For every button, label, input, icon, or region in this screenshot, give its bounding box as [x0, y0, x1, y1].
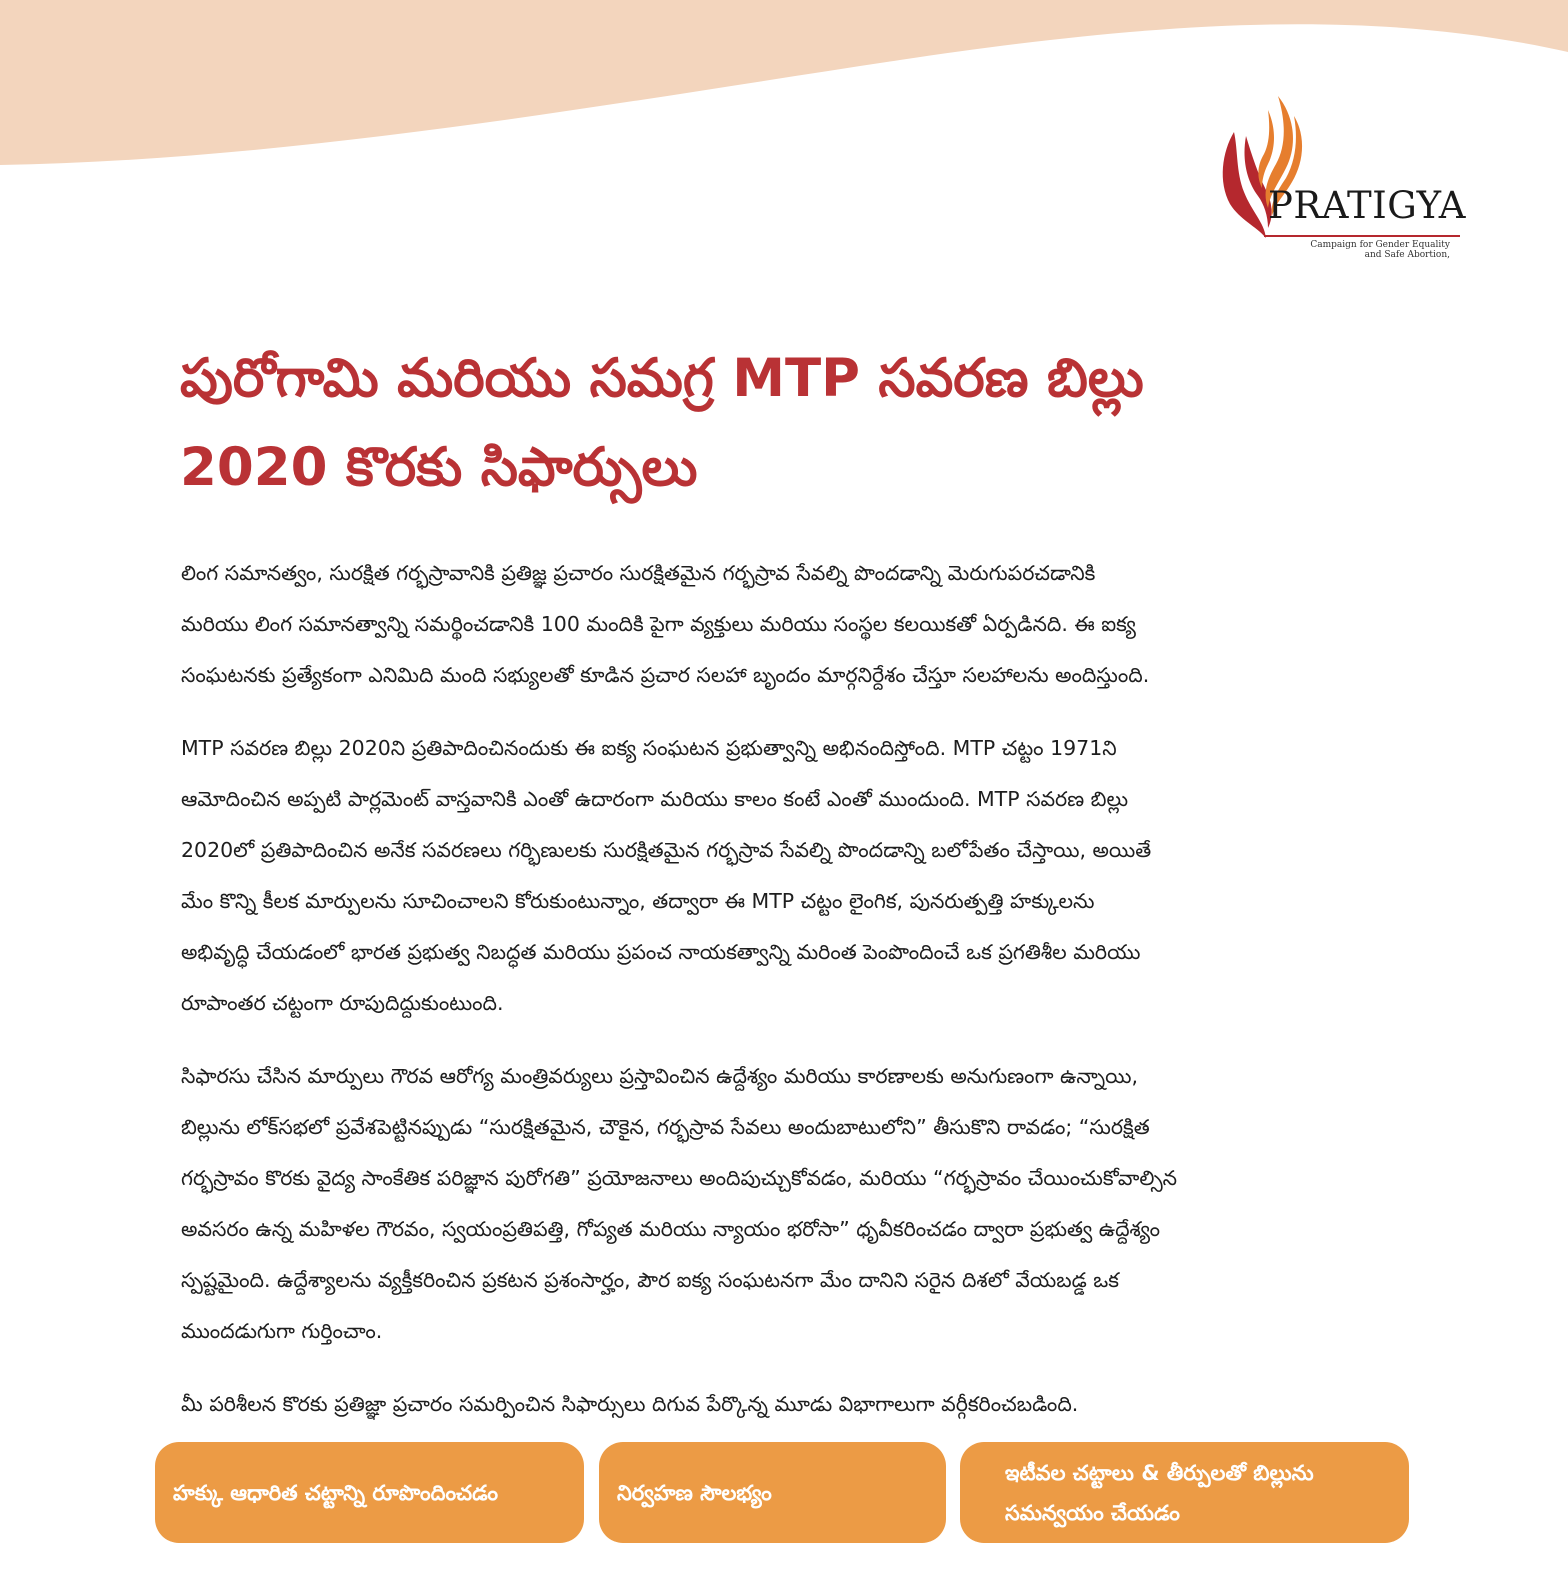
document-body: [181, 548, 1431, 1452]
logo-wordmark: PRATIGYA: [1268, 184, 1466, 227]
text-line: MTP సవరణ బిల్లు 2020ని ప్రతిపాదించినందుకు ఈ ఐక్య సంఘటన ప్రభుత్వాన్ని అభినందిస్తోంది. MTP చట్టం 1971ని: [181, 736, 1117, 760]
text-line: స్పష్టమైంది. ఉద్దేశ్యాలను వ్యక్తీకరించిన ప్రకటన ప్రశంసార్హం, పౌర ఐక్య సంఘటనగా మేం దానిని సరైన దిశలో వేయబడ్డ ఒక: [181, 1268, 1119, 1292]
category-card-rights-based: [155, 1442, 584, 1543]
bill-paragraph: [181, 723, 1431, 1029]
text-line: మరియు లింగ సమానత్వాన్ని సమర్థించడానికి 100 మందికి పైగా వ్యక్తులు మరియు సంస్థల కలయికతో ఏర్పడినది. ఈ ఐక్య: [181, 612, 1136, 636]
text-line: లింగ సమానత్వం, సురక్షిత గర్భస్రావానికి ప్రతిజ్ఞ ప్రచారం సురక్షితమైన గర్భస్రావ సేవల్ని పొందడాన్ని మెరుగుపరచడానికి: [181, 561, 1096, 585]
text-line: గర్భస్రావం కొరకు వైద్య సాంకేతిక పరిజ్ఞాన పురోగతి” ప్రయోజనాలు అందిపుచ్చుకోవడం, మరియు “గర్భస్రావం చేయించుకోవాల్సిన: [181, 1166, 1178, 1190]
category-card-operational: [599, 1442, 946, 1543]
title-line: 2020 కొరకు సిఫార్సులు: [180, 437, 698, 498]
logo-tagline: [1272, 240, 1450, 260]
text-line: ఆమోదించిన అప్పటి పార్లమెంట్ వాస్తవానికి ఎంతో ఉదారంగా మరియు కాలం కంటే ఎంతో ముందుంది. MTP సవరణ బిల్లు: [181, 787, 1129, 811]
text-line: ముందడుగుగా గుర్తించాం.: [181, 1319, 383, 1343]
category-card-harmonize: [960, 1442, 1409, 1543]
summary-paragraph: [181, 1379, 1431, 1430]
text-line: అవసరం ఉన్న మహిళల గౌరవం, స్వయంప్రతిపత్తి, గోప్యత మరియు న్యాయం భరోసా” ధృవీకరించడం ద్వారా ప్రభుత్వ ఉద్దేశ్యం: [181, 1217, 1160, 1241]
recommendation-categories: [155, 1442, 1415, 1545]
text-line: 2020లో ప్రతిపాదించిన అనేక సవరణలు గర్భిణులకు సురక్షితమైన గర్భస్రావ సేవల్ని పొందడాన్ని బలోపేతం చేస్తాయి, అయితే: [181, 838, 1152, 862]
document-title: [180, 334, 1440, 512]
text-line: సంఘటనకు ప్రత్యేకంగా ఎనిమిది మంది సభ్యులతో కూడిన ప్రచార సలహా బృందం మార్గనిర్దేశం చేస్తూ సలహాలను అందిస్తుంది.: [181, 663, 1150, 687]
title-line: పురోగామి మరియు సమగ్ర MTP సవరణ బిల్లు: [180, 348, 1144, 409]
text-line: రూపాంతర చట్టంగా రూపుదిద్దుకుంటుంది.: [181, 991, 504, 1015]
text-line: మేం కొన్ని కీలక మార్పులను సూచించాలని కోరుకుంటున్నాం, తద్వారా ఈ MTP చట్టం లైంగిక, పునరుత్పత్తి హక్కులను: [181, 889, 1095, 913]
logo-tagline-line: and Safe Abortion,: [1364, 250, 1450, 260]
category-label: హక్కు ఆధారిత చట్టాన్ని రూపొందించడం: [173, 1480, 498, 1505]
category-label: ఇటీవల చట్టాలు & తీర్పులతో బిల్లును: [1005, 1460, 1314, 1485]
intent-paragraph: [181, 1051, 1431, 1357]
text-line: బిల్లును లోక్‌సభలో ప్రవేశపెట్టినప్పుడు “సురక్షితమైన, చౌకైన, గర్భస్రావ సేవలు అందుబాటులోని” తీసుకొని రావడం; “సురక్షిత: [181, 1115, 1150, 1139]
logo-underline: [1264, 235, 1460, 237]
logo-tagline-line: Campaign for Gender Equality: [1310, 240, 1450, 250]
text-line: మీ పరిశీలన కొరకు ప్రతిజ్ఞా ప్రచారం సమర్పించిన సిఫార్సులు దిగువ పేర్కొన్న మూడు విభాగాలుగా వర్గీకరించబడింది.: [181, 1392, 1079, 1416]
text-line: సిఫారసు చేసిన మార్పులు గౌరవ ఆరోగ్య మంత్రివర్యులు ప్రస్తావించిన ఉద్దేశ్యం మరియు కారణాలకు అనుగుణంగా ఉన్నాయి,: [181, 1064, 1139, 1088]
text-line: అభివృద్ధి చేయడంలో భారత ప్రభుత్వ నిబద్ధత మరియు ప్రపంచ నాయకత్వాన్ని మరింత పెంపొందించే ఒక ప్రగతిశీల మరియు: [181, 940, 1141, 964]
category-label: సమన్వయం చేయడం: [1005, 1500, 1180, 1525]
category-label: నిర్వహణ సౌలభ్యం: [617, 1480, 772, 1505]
intro-paragraph: [181, 548, 1431, 701]
pratigya-logo: [1212, 92, 1472, 272]
